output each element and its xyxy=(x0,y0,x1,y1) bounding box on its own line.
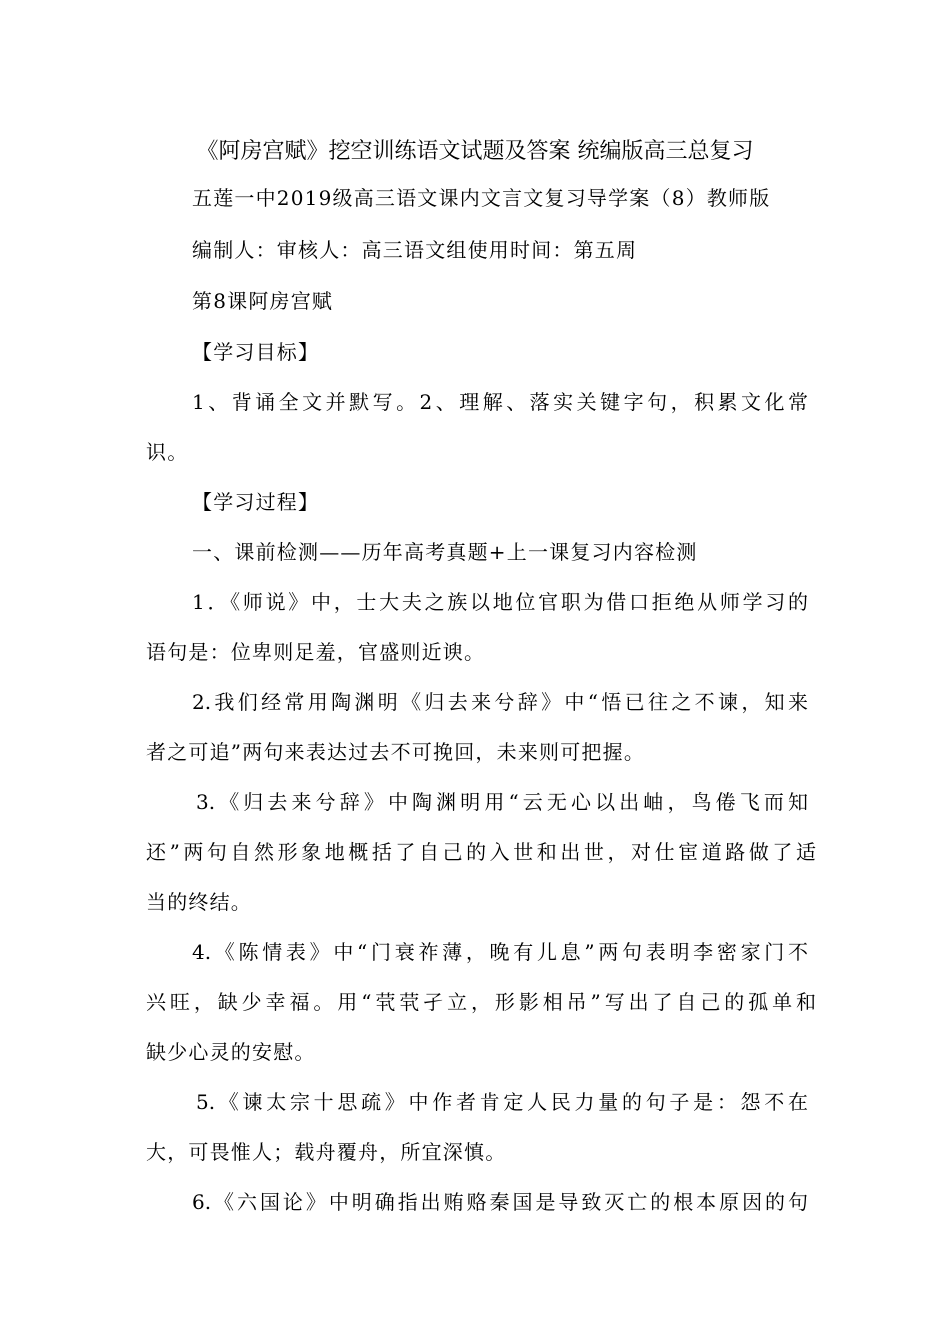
paragraph-line: 1、背诵全文并默写。2、理解、落实关键字句，积累文化常 xyxy=(192,390,808,414)
editor-line: 编制人：审核人：高三语文组使用时间：第五周 xyxy=(192,238,638,262)
paragraph-line: 兴旺，缺少幸福。用“茕茕孑立，形影相吊”写出了自己的孤单和 xyxy=(146,990,816,1014)
paragraph-line: 当的终结。 xyxy=(146,890,252,914)
paragraph-line: 大，可畏惟人；载舟覆舟，所宜深慎。 xyxy=(146,1140,507,1164)
document-title: 《阿房宫赋》挖空训练语文试题及答案 统编版高三总复习 xyxy=(196,139,754,164)
section-heading-goals: 【学习目标】 xyxy=(192,340,320,364)
section-heading-process: 【学习过程】 xyxy=(192,490,320,514)
paragraph-line: 者之可追”两句来表达过去不可挽回，未来则可把握。 xyxy=(146,740,646,764)
paragraph-line: 缺少心灵的安慰。 xyxy=(146,1040,316,1064)
subtitle-line: 五莲一中2019级高三语文课内文言文复习导学案（8）教师版 xyxy=(192,186,771,210)
section-heading-check: 一、课前检测——历年高考真题+上一课复习内容检测 xyxy=(192,540,698,564)
lesson-title: 第8课阿房宫赋 xyxy=(192,289,334,313)
paragraph-line: 还”两句自然形象地概括了自己的入世和出世，对仕宦道路做了适 xyxy=(146,840,816,864)
paragraph-line: 5.《谏太宗十思疏》中作者肯定人民力量的句子是：怨不在 xyxy=(196,1090,808,1114)
paragraph-line: 2.我们经常用陶渊明《归去来兮辞》中“悟已往之不谏，知来 xyxy=(192,690,808,714)
paragraph-line: 3.《归去来兮辞》中陶渊明用“云无心以出岫，鸟倦飞而知 xyxy=(196,790,808,814)
paragraph-line: 识。 xyxy=(146,440,189,464)
paragraph-line: 语句是：位卑则足羞，官盛则近谀。 xyxy=(146,640,486,664)
paragraph-line: 4.《陈情表》中“门衰祚薄，晚有儿息”两句表明李密家门不 xyxy=(192,940,808,964)
paragraph-line: 6.《六国论》中明确指出贿赂秦国是导致灭亡的根本原因的句 xyxy=(192,1190,808,1214)
paragraph-line: 1．《师说》中，士大夫之族以地位官职为借口拒绝从师学习的 xyxy=(192,590,808,614)
